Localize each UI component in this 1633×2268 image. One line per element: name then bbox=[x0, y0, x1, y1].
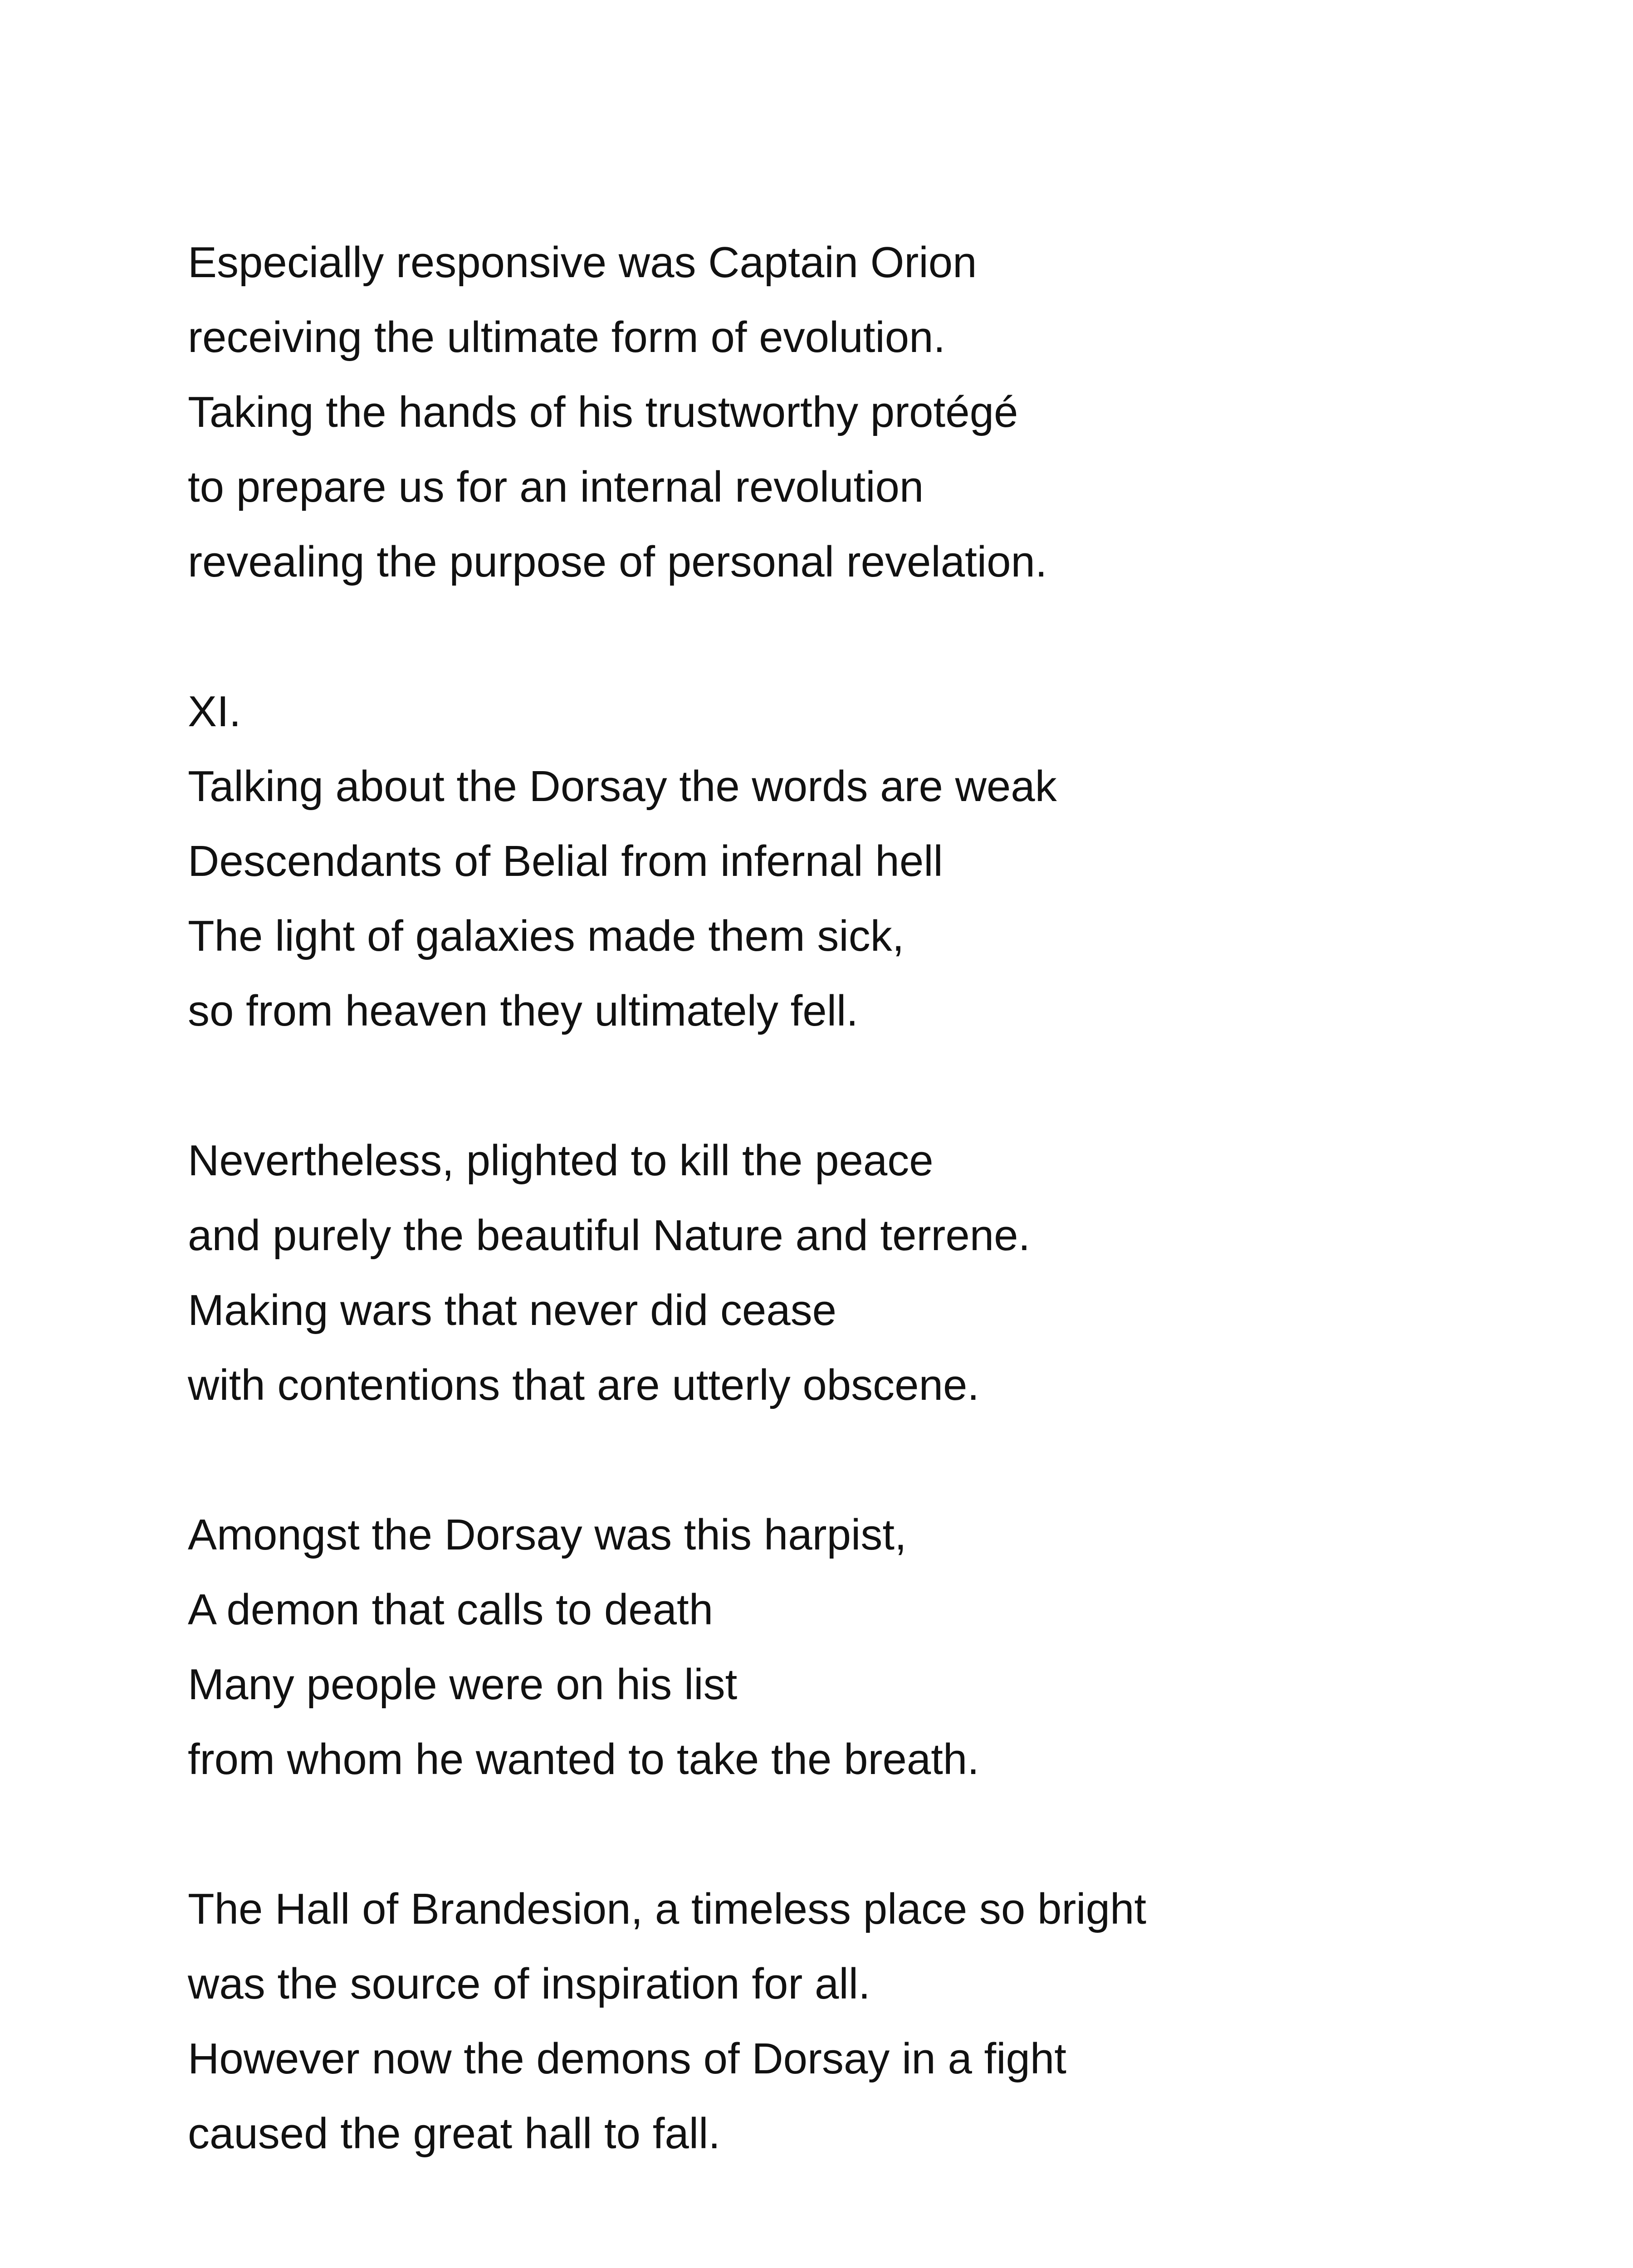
stanza-5 bbox=[188, 1872, 1549, 2171]
poem-line: Many people were on his list bbox=[188, 1660, 738, 1709]
poem-line: was the source of inspiration for all. bbox=[188, 1960, 870, 2008]
section-heading: XI. bbox=[188, 687, 241, 736]
poem-body bbox=[188, 225, 1549, 2171]
poem-line: and purely the beautiful Nature and terrene. bbox=[188, 1211, 1031, 1260]
poem-line: Descendants of Belial from infernal hell bbox=[188, 837, 943, 885]
poem-line: Making wars that never did cease bbox=[188, 1286, 837, 1334]
poem-line: The light of galaxies made them sick, bbox=[188, 912, 905, 960]
poem-line: Amongst the Dorsay was this harpist, bbox=[188, 1510, 907, 1559]
poem-line: The Hall of Brandesion, a timeless place so bright bbox=[188, 1885, 1147, 1933]
stanza-1 bbox=[188, 225, 1549, 599]
poem-line: A demon that calls to death bbox=[188, 1585, 714, 1634]
poem-line: to prepare us for an internal revolution bbox=[188, 463, 924, 511]
poem-line: with contentions that are utterly obscene. bbox=[188, 1361, 980, 1409]
poem-line: revealing the purpose of personal revelation. bbox=[188, 538, 1047, 586]
stanza-3 bbox=[188, 1123, 1549, 1422]
poem-line: from whom he wanted to take the breath. bbox=[188, 1735, 979, 1784]
poem-line: receiving the ultimate form of evolution. bbox=[188, 313, 946, 362]
poem-line: Especially responsive was Captain Orion bbox=[188, 238, 977, 287]
stanza-2 bbox=[188, 674, 1549, 1048]
poem-line: Nevertheless, plighted to kill the peace bbox=[188, 1136, 934, 1185]
poem-line: so from heaven they ultimately fell. bbox=[188, 987, 859, 1035]
poem-line: Talking about the Dorsay the words are weak bbox=[188, 762, 1057, 811]
poem-line: caused the great hall to fall. bbox=[188, 2109, 721, 2158]
poem-line: However now the demons of Dorsay in a fight bbox=[188, 2034, 1066, 2083]
poem-line: Taking the hands of his trustworthy protégé bbox=[188, 388, 1018, 436]
stanza-4 bbox=[188, 1497, 1549, 1797]
